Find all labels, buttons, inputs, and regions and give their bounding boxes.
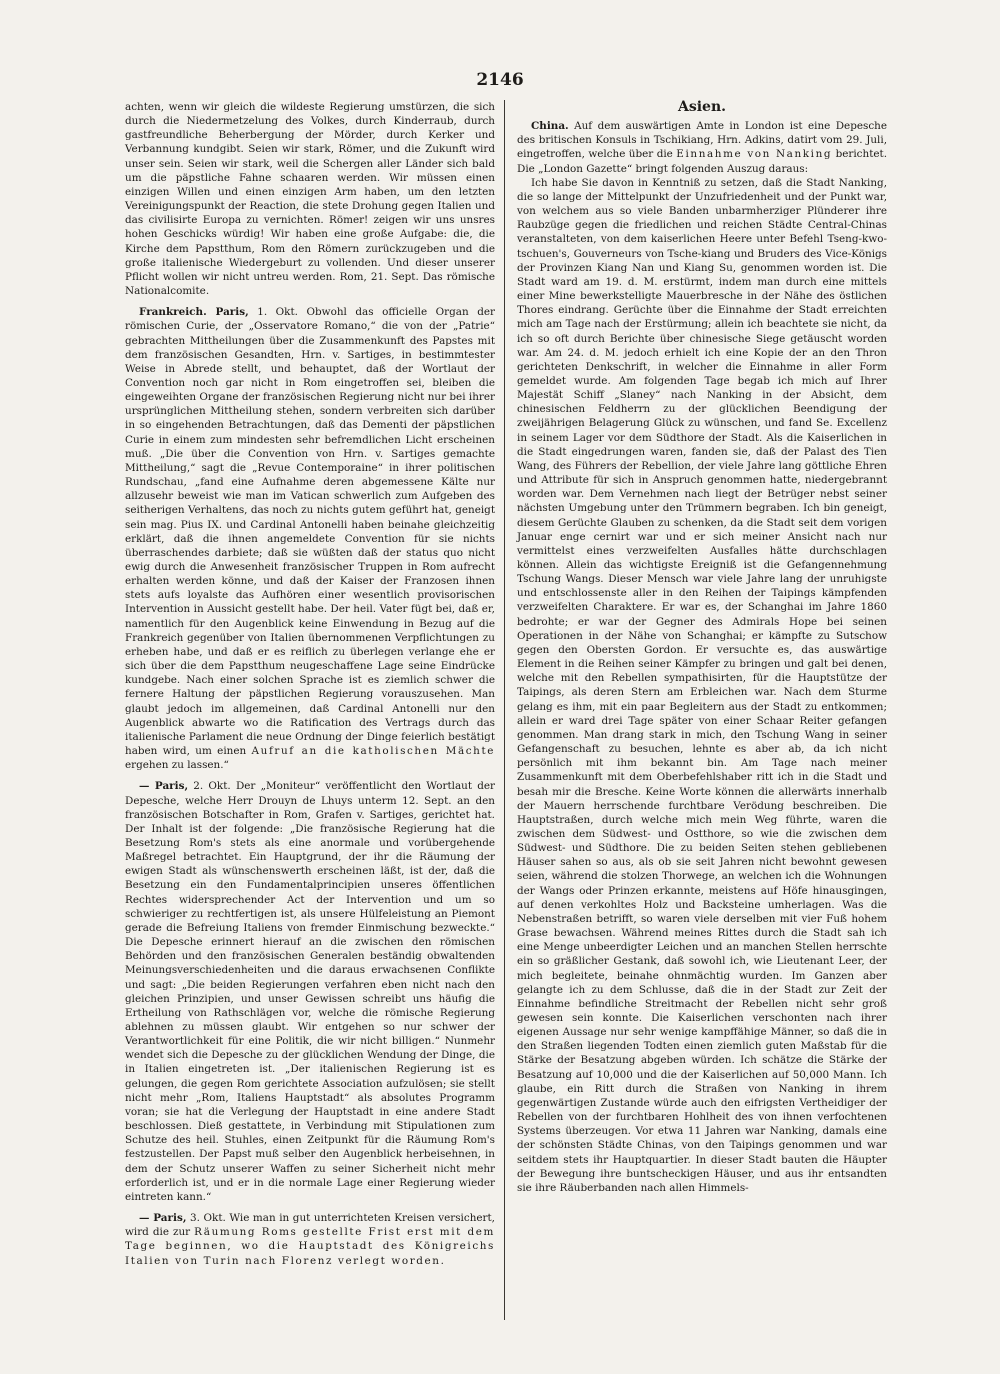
article-china (517, 119, 887, 176)
article-text-cont: berichtet. Die „London Gazette“ bringt folgenden Auszug daraus: (517, 148, 887, 175)
article-paris-oct-2 (125, 779, 495, 1204)
article-heading: — Paris, (139, 780, 189, 793)
left-column (125, 100, 495, 1268)
page-number: 2146 (476, 70, 524, 90)
article-spaced-text: Aufruf an die katholischen Mächte (251, 745, 495, 758)
article-heading: — Paris, (139, 1212, 187, 1225)
right-column (517, 100, 887, 1195)
article-text: Obwohl das officielle Organ der römischen Curie, der „Osservatore Romano,“ die von der „Patrie“ gebrachten Mittheilungen über die Zusammenkunft des Papstes mit dem französischen Gesandten, Hrn. v. Sartiges, in bestimmtester Weise in Abrede stellt, und behauptet, daß der Wortlaut der Convention noch gar nicht in Rom eingetroffen sei, bleiben die eingeweihten Organe der französischen Regierung nicht nur bei ihrer ursprünglichen Mittheilung stehen, sondern verbreiten sich darüber in so eingehenden Betrachtungen, daß das Dementi der päpstlichen Curie in einem zum mindesten sehr befremdlichen Licht erscheinen muß. „Die über die Convention von Hrn. v. Sartiges gemachte Mittheilung,“ sagt die „Revue Contemporaine“ in ihrer politischen Rundschau, „fand eine Aufnahme deren abgemessene Kälte nur allzusehr beweist wie man im Vatican schwerlich zum Aufgeben des seitherigen Verhaltens, das noch zu nichts gutem geführt hat, geneigt sein mag. Pius IX. und Cardinal Antonelli haben beinahe gleichzeitig erklärt, daß die ihnen angemeldete Convention für sie nichts überraschendes darbiete; daß sie wüßten daß der status quo nicht ewig durch die Anwesenheit französischer Truppen in Rom aufrecht erhalten werden könne, und daß der Kaiser der Franzosen ihnen stets aufs loyalste das Aufhören einer wesentlich provisorischen Intervention in Aussicht gestellt habe. Der heil. Vater fügt bei, daß er, namentlich für den Augenblick keine Einwendung in Bezug auf die Frankreich gegenüber von Italien übernommenen Verpflichtungen zu erheben habe, und daß er es reiflich zu überlegen verlange ehe er sich über die dem Papstthum neugeschaffene Lage seine Eindrücke kundgebe. Nach einer solchen Sprache ist es ziemlich schwer die fernere Haltung der päpstlichen Regierung vorauszusehen. Man glaubt jedoch im allgemeinen, daß Cardinal Antonelli nur den Augenblick abwarte wo die Ratification des Vertrags durch das italienische Parlament die neue Ordnung der Dinge feierlich bestätigt haben wird, um einen (125, 306, 495, 758)
article-spaced-text: Räumung Roms gestellte Frist erst mit dem Tage beginnen, wo die Hauptstadt des Königreichs Italien von Turin nach Florenz verlegt worden. (125, 1226, 495, 1267)
consul-report: Ich habe Sie davon in Kenntniß zu setzen, daß die Stadt Nanking, die so lange der Mittelpunkt der Unzufriedenheit und der Punkt war, von welchem aus so viele Banden unbarmherziger Plünderer ihre Raubzüge gegen die friedlichen und reichen Städte Central-Chinas veranstalteten, von dem kaiserlichen Heere unter Befehl Tseng-kwo-tschuen's, Gouverneurs von Tsche-kiang und Bruders des Vice-Königs der Provinzen Kiang Nan und Kiang Su, genommen worden ist. Die Stadt ward am 19. d. M. erstürmt, indem man durch eine mittels einer Mine bewerkstelligte Mauerbresche in der Nähe des östlichen Thores eindrang. Gerüchte über die Einnahme der Stadt erreichten mich am Tage nach der Erstürmung; allein ich beachtete sie nicht, da ich so oft durch Berichte über chinesische Siege getäuscht worden war. Am 24. d. M. jedoch erhielt ich eine Kopie der an den Thron gerichteten Denkschrift, in welcher die Einnahme in aller Form gemeldet wurde. Am folgenden Tage begab ich mich auf Ihrer Majestät Schiff „Slaney“ nach Nanking in der Absicht, dem chinesischen Feldherrn zu der glücklichen Beendigung der zweijährigen Belagerung Glück zu wünschen, und fand Se. Excellenz in seinem Lager vor dem Südthore der Stadt. Als die Kaiserlichen in die Stadt eingedrungen waren, fanden sie, daß der Palast des Tien Wang, des Führers der Rebellion, der viele Jahre lang göttliche Ehren und Attribute für sich in Anspruch genommen hatte, niedergebrannt worden war. Dem Vernehmen nach liegt der Betrüger nebst seiner nächsten Umgebung unter den Trümmern begraben. Ich bin geneigt, diesem Gerüchte Glauben zu schenken, da die Stadt seit dem vorigen Januar enge cernirt war und er sich meiner Ansicht nach nur vermittelst eines verzweifelten Ausfalles hätte durchschlagen können. Allein das wichtigste Ereigniß ist die Gefangennehmung Tschung Wangs. Dieser Mensch war viele Jahre lang der unruhigste und entschlossenste aller in den Reihen der Taipings kämpfenden verzweifelten Charaktere. Er war es, der Schanghai im Jahre 1860 bedrohte; er war der Gegner des Admirals Hope bei seinen Operationen in der Nähe von Schanghai; er kämpfte zu Sutschow gegen den Obersten Gordon. Er versuchte es, das auswärtige Element in die Reihen seiner Kämpfer zu bringen und galt bei denen, welche mit den Rebellen sympathisirten, für die Hauptstütze der Taipings, als deren Stern am Erbleichen war. Nach dem Sturme gelang es ihm, mit ein paar Begleitern aus der Stadt zu entkommen; allein er ward drei Tage später von einer Schaar Reiter gefangen genommen. Man drang stark in mich, den Tschung Wang in seiner Gefangenschaft zu besuchen, lehnte es aber ab, da ich nicht persönlich mit ihm bekannt bin. Am Tage nach meiner Zusammenkunft mit dem Oberbefehlshaber ritt ich in die Stadt und besah mir die Bresche. Keine Worte können die allerwärts innerhalb der Mauern herrschende furchtbare Verödung beschreiben. Die Hauptstraßen, durch welche mich mein Weg führte, waren die zwischen dem Südwest- und Ostthore, so wie die zwischen dem Südwest- und Südthore. Die zu beiden Seiten stehen gebliebenen Häuser sahen so aus, als ob sie seit Jahren nicht bewohnt gewesen seien, während die stolzen Thorwege, an welchen ich die Wohnungen der Wangs oder Prinzen erkannte, meistens auf Höfe hinausgingen, auf denen verkohltes Holz und Backsteine umherlagen. Was die Nebenstraßen betrifft, so waren viele derselben mit vier Fuß hohem Grase bewachsen. Während meines Rittes durch die Stadt sah ich eine Menge unbeerdigter Leichen und an manchen Stellen herrschte ein so gräßlicher Gestank, daß sowohl ich, wie Lieutenant Leer, der mich begleitete, beinahe ohnmächtig wurden. Im Ganzen aber gelangte ich zu dem Schlusse, daß die in der Stadt zur Zeit der Einnahme befindliche Streitmacht der Rebellen nicht sehr groß gewesen sein konnte. Die Kaiserlichen verschonten nach ihrer eigenen Aussage nur sehr wenige kampffähige Männer, so daß die in den Straßen liegenden Todten einen ziemlich guten Maßstab für die Stärke der Besatzung abgeben würden. Ich schätze die Stärke der Besatzung auf 10,000 und die der Kaiserlichen auf 50,000 Mann. Ich glaube, ein Ritt durch die Straßen von Nanking in ihrem gegenwärtigen Zustande würde auch den eifrigsten Vertheidiger der Rebellen von der furchtbaren Hohlheit des von ihnen verfochtenen Systems überzeugen. Vor etwa 11 Jahren war Nanking, damals eine der schönsten Städte Chinas, von den Taipings genommen und war seitdem stets ihr Hauptquartier. In dieser Stadt bauten die Häupter der Bewegung ihre buntscheckigen Häuser, und aus ihr entsandten sie ihre Räuberbanden nach allen Himmels- (517, 176, 887, 1194)
article-text: Auf dem auswärtigen Amte in London ist eine Depesche des britischen Konsuls in Tschikiang, Hrn. Adkins, datirt vom 29. Juli, eingetroffen, welche über die (517, 120, 887, 161)
article-paris-oct-1 (125, 305, 495, 772)
intro-paragraph: achten, wenn wir gleich die wildeste Regierung umstürzen, die sich durch die Niedermetzelung des Volkes, durch Kinderraub, durch gastfreundliche Beherbergung der Mörder, durch Kerker und Verbannung kundgibt. Seien wir stark, Römer, und die Zukunft wird unser sein. Seien wir stark, weil die Schergen aller Länder sich bald um die päpstliche Fahne schaaren werden. Wir müssen einen einzigen Willen und einen einzigen Arm haben, um den letzten Vereinigungspunkt der Reaction, die stete Drohung gegen Italien und das civilisirte Europa zu vernichten. Römer! zeigen wir uns unsres hohen Geschicks würdig! Wir haben eine große Aufgabe: die, die Kirche dem Papstthum, Rom den Römern zurückzugeben und die große italienische Wiedergeburt zu vollenden. Und dieser unserer Pflicht wollen wir nicht untreu werden. Rom, 21. Sept. Das römische Nationalcomite. (125, 101, 495, 298)
column-divider (504, 100, 505, 1320)
article-heading: Frankreich. Paris, (139, 306, 249, 319)
article-text: Der „Moniteur“ veröffentlicht den Wortlaut der Depesche, welche Herr Drouyn de Lhuys unterm 12. Sept. an den französischen Botschafter in Rom, Grafen v. Sartiges, gerichtet hat. Der Inhalt ist der folgende: „Die französische Regierung hat die Besetzung Rom's stets als eine anormale und vorübergehende Maßregel betrachtet. Ein Hauptgrund, der ihr die Räumung der ewigen Stadt als wünschenswerth erscheinen läßt, ist der, daß die Besetzung ein den Fundamentalprincipien unseres öffentlichen Rechtes widersprechender Act der Intervention und um so schwieriger zu rechtfertigen ist, als unsere Hülfeleistung an Piemont gerade die Befreiung Italiens von fremder Einmischung bezweckte.“ Die Depesche erinnert hierauf an die zwischen den römischen Behörden und den französischen Generalen beständig obwaltenden Meinungsverschiedenheiten und die daraus erwachsenen Conflikte und sagt: „Die beiden Regierungen verfahren eben nicht nach den gleichen Prinzipien, und unser Gewissen schreibt uns häufig die Ertheilung von Rathschlägen vor, welche die römische Regierung ablehnen zu müssen glaubt. Wir entgehen so nur schwer der Verantwortlichkeit für eine Politik, die wir nicht billigen.“ Nunmehr wendet sich die Depesche zu der glücklichen Wendung der Dinge, die in Italien eingetreten ist. „Der italienischen Regierung ist es gelungen, die gegen Rom gerichtete Association aufzulösen; sie stellt nicht mehr „Rom, Italiens Hauptstadt“ als absolutes Programm voran; sie hat die Verlegung der Hauptstadt in eine andere Stadt beschlossen. Dieß gestattete, in Verbindung mit Stipulationen zum Schutze des heil. Stuhles, einen Zeitpunkt für die Räumung Rom's festzustellen. Der Papst muß selber den Augenblick herbeisehnen, in dem der Schutz unserer Waffen zu seiner Sicherheit nicht mehr erforderlich ist, und er in die normale Lage einer Regierung wieder eintreten kann.“ (125, 780, 496, 1203)
article-heading: China. (531, 120, 569, 133)
article-date: 3. Okt. (190, 1212, 226, 1225)
article-text: Wie man in gut unterrichteten Kreisen versichert, wird die zur (125, 1212, 495, 1239)
article-date: 1. Okt. (257, 306, 298, 319)
article-spaced-text: Einnahme von Nanking (676, 148, 833, 161)
article-paris-oct-3 (125, 1211, 495, 1268)
section-title: Asien. (677, 99, 727, 115)
article-date: 2. Okt. (193, 780, 231, 793)
article-text-end: ergehen zu lassen.“ (125, 759, 229, 772)
